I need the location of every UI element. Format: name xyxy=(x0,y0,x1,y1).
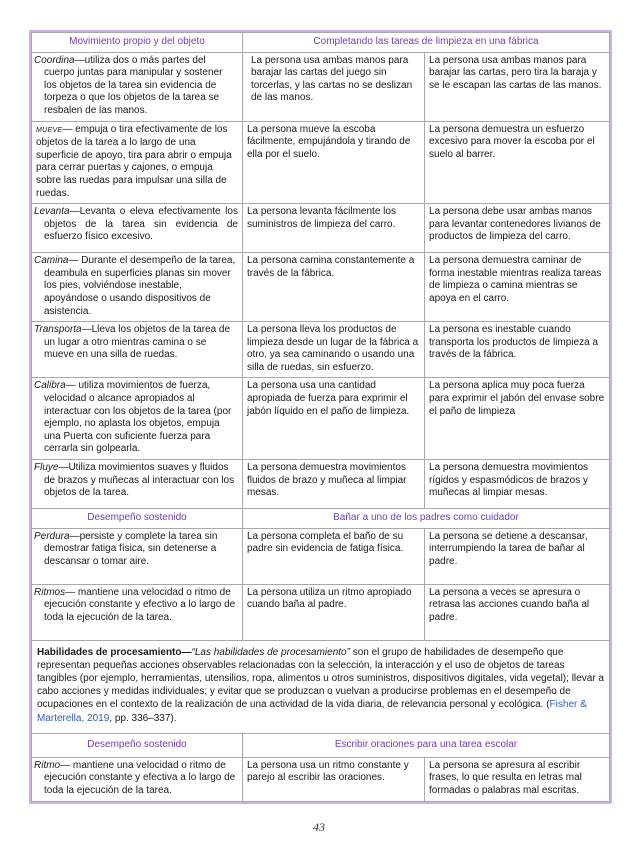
skill-description: —Utiliza movimientos suaves y fluidos de brazos y muñecas al interactuar con los objetos de la tarea. xyxy=(44,462,235,499)
processing-skills-paragraph xyxy=(32,640,610,733)
skill-term: Coordina xyxy=(34,54,75,66)
effective-example: La persona utiliza un ritmo apropiado cuando baña al padre. xyxy=(242,584,424,640)
skill-definition xyxy=(32,52,243,121)
effective-example: La persona usa una cantidad apropiada de fuerza para exprimir el jabón líquido en el paño de limpieza. xyxy=(242,378,424,460)
skill-description: —utiliza dos o más partes del cuerpo juntas para manipular y sostener los objetos de la tarea sin evidencia de torpeza o que los objetos de la tarea se resbalen de las manos. xyxy=(44,54,223,116)
processing-skills-paragraph-row xyxy=(32,640,610,733)
section-header-right: Bañar a uno de los padres como cuidador xyxy=(242,509,609,529)
ineffective-example: La persona usa ambas manos para barajar las cartas, pero tira la baraja y se le escapan las cartas de las manos. xyxy=(425,52,610,121)
effective-example: La persona mueve la escoba fácilmente, empujándola y tirando de ella por el suelo. xyxy=(242,121,424,204)
table-row xyxy=(32,322,610,378)
table-row xyxy=(32,253,610,322)
section-header-right: Escribir oraciones para una tarea escolar xyxy=(242,733,609,757)
skill-term: Transporta xyxy=(34,324,82,336)
skill-term: MUEVE xyxy=(36,126,63,134)
skill-definition xyxy=(32,460,243,509)
skill-term: Calibra xyxy=(34,380,66,392)
effective-example: La persona usa un ritmo constante y parejo al escribir las oraciones. xyxy=(242,757,424,801)
section-header-left: Desempeño sostenido xyxy=(32,733,243,757)
skill-description: — mantiene una velocidad o ritmo de ejecución constante y efectivo a lo largo de toda la ejecución de la tarea. xyxy=(44,586,236,623)
skill-definition xyxy=(32,378,243,460)
page-number: 43 xyxy=(313,820,325,834)
ineffective-example: La persona demuestra movimientos rígidos y espasmódicos de brazos y muñecas al limpiar mesas. xyxy=(425,460,610,509)
skill-description: — Durante el desempeño de la tarea, deambula en superficies planas sin mover los pies, volviéndose inestable, apoyándose o usando dispositivos de asistencia. xyxy=(44,255,236,317)
ineffective-example: La persona demuestra caminar de forma inestable mientras realiza tareas de limpieza o camina mientras se apoya en el carro. xyxy=(425,253,610,322)
table-row xyxy=(32,584,610,640)
section-header xyxy=(32,509,610,529)
paragraph-heading: Habilidades de procesamiento— xyxy=(37,646,192,658)
skill-term: Camina xyxy=(34,255,69,267)
table-row xyxy=(32,528,610,584)
effective-example: La persona completa el baño de su padre sin evidencia de fatiga física. xyxy=(242,528,424,584)
table-row xyxy=(32,52,610,121)
skill-definition xyxy=(32,322,243,378)
skill-description: — utiliza movimientos de fuerza, velocidad o alcance apropiados al interactuar con los objetos de la tarea (por ejemplo, no aplasta los objetos, empuja una Puerta con suficiente fuerza para cerrarla sin golpearla. xyxy=(44,380,232,455)
skill-description: —Lleva los objetos de la tarea de un lugar a otro mientras camina o se mueve en una silla de ruedas. xyxy=(44,324,231,361)
skill-definition xyxy=(32,757,243,801)
paragraph-body: son el grupo de habilidades de desempeño que representan pequeñas acciones observables relacionadas con la selección, la interacción y el uso de objetos de tareas tangibles (por ejemplo, herramientas, utensilios, ropa, alimentos u otros suministros, dispositivos digitales, vida vegetal); llevar a cabo acciones y medidas individuales; y evitar que se produzcan o vuelvan a producirse problemas en el desempeño de ocupaciones en el contexto de la realización de una actividad de la vida diaria, de relevancia personal y ecológica. ( xyxy=(37,646,604,711)
effective-example: La persona usa ambas manos para barajar las cartas del juego sin torcerlas, y las cartas no se deslizan de las manos. xyxy=(242,52,424,121)
effective-example: La persona levanta fácilmente los suministros de limpieza del carro. xyxy=(242,204,424,253)
effective-example: La persona camina constantemente a través de la fábrica. xyxy=(242,253,424,322)
skill-description: —persiste y complete la tarea sin demostrar fatiga física, sin detenerse a descansar o tomar aire. xyxy=(44,530,218,567)
page-frame xyxy=(29,30,612,804)
skill-term: Perdura xyxy=(34,530,70,542)
skill-definition xyxy=(32,584,243,640)
table-row xyxy=(32,121,610,204)
performance-skills-table xyxy=(31,32,610,802)
citation-link[interactable]: Fisher & Marterella, 2019 xyxy=(37,699,587,724)
table-row xyxy=(32,757,610,801)
ineffective-example: La persona es inestable cuando transporta los productos de limpieza a través de la fábrica. xyxy=(425,322,610,378)
skill-term: Ritmo xyxy=(34,759,61,771)
skill-definition xyxy=(32,528,243,584)
skill-definition xyxy=(32,204,243,253)
ineffective-example: La persona a veces se apresura o retrasa las acciones cuando baña al padre. xyxy=(425,584,610,640)
section-header-left: Movimiento propio y del objeto xyxy=(32,33,243,53)
effective-example: La persona lleva los productos de limpieza desde un lugar de la fábrica a otro, ya sea caminando o usando una silla de ruedas, sin esfuerzo. xyxy=(242,322,424,378)
skill-term: Ritmos xyxy=(34,586,66,598)
section-header-right: Completando las tareas de limpieza en una fábrica xyxy=(242,33,609,53)
ineffective-example: La persona demuestra un esfuerzo excesivo para mover la escoba por el suelo al barrer. xyxy=(425,121,610,204)
skill-description: — empuja o tira efectivamente de los objetos de la tarea a lo largo de una superficie de apoyo, tira para abrir o empuja para cerrar puertas y cajones, o empuja sobre las ruedas para impulsar una silla de ruedas. xyxy=(36,123,232,199)
paragraph-tail: , pp. 336–337). xyxy=(109,712,177,724)
ineffective-example: La persona debe usar ambas manos para levantar contenedores livianos de productos de limpieza del carro. xyxy=(425,204,610,253)
table-row xyxy=(32,204,610,253)
section-header xyxy=(32,733,610,757)
skill-term: Fluye xyxy=(34,462,59,474)
skill-description: —Levanta o eleva efectivamente los objetos de la tarea sin evidencia de esfuerzo físico excesivo. xyxy=(44,206,238,243)
ineffective-example: La persona aplica muy poca fuerza para exprimir el jabón del envase sobre el paño de limpieza xyxy=(425,378,610,460)
ineffective-example: La persona se apresura al escribir frases, lo que resulta en letras mal formadas o palabras mal escritas. xyxy=(425,757,610,801)
section-header-left: Desempeño sostenido xyxy=(32,509,243,529)
skill-description: — mantiene una velocidad o ritmo de ejecución constante y efectiva a lo largo de toda la ejecución de la tarea. xyxy=(44,759,236,797)
effective-example: La persona demuestra movimientos fluidos de brazo y muñeca al limpiar mesas. xyxy=(242,460,424,509)
skill-term: Levanta xyxy=(34,206,70,218)
skill-definition xyxy=(32,253,243,322)
table-row xyxy=(32,460,610,509)
paragraph-quote: “Las habilidades de procesamiento” xyxy=(191,646,350,658)
skill-definition xyxy=(32,121,243,204)
table-row xyxy=(32,378,610,460)
ineffective-example: La persona se detiene a descansar, interrumpiendo la tarea de bañar al padre. xyxy=(425,528,610,584)
section-header xyxy=(32,33,610,53)
